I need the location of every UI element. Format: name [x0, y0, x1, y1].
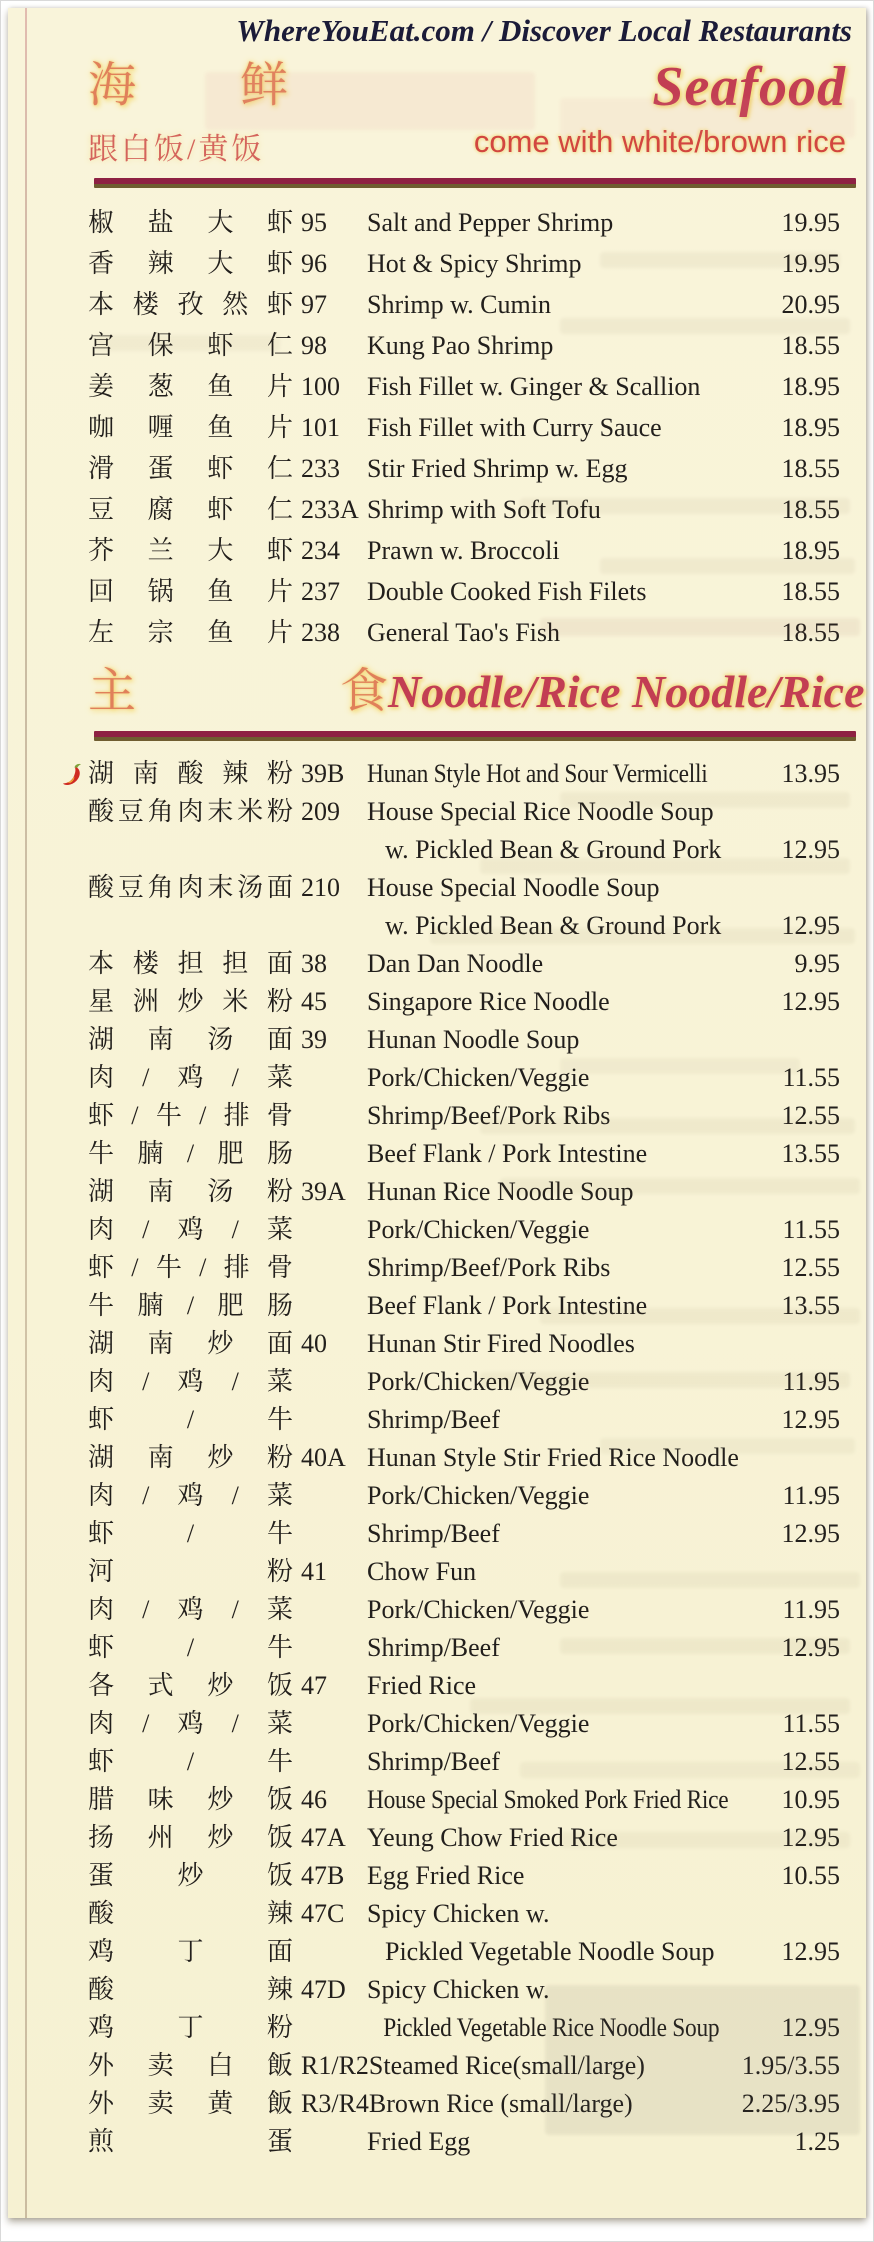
item-price: 13.95	[781, 759, 840, 788]
item-number: 210	[301, 873, 340, 902]
menu-item-row	[88, 793, 840, 831]
item-english-name: Brown Rice (small/large)	[368, 2089, 633, 2118]
item-number: 101	[301, 413, 340, 442]
item-english-name: Fried Rice	[367, 1671, 477, 1700]
item-chinese-name: 酸 豆 角 肉 末 米 粉	[88, 797, 293, 826]
item-chinese-name: 河 粉	[88, 1557, 293, 1586]
item-chinese-name: 芥 兰 大 虾	[88, 536, 293, 565]
item-chinese-name: 外 卖 白 飯	[88, 2051, 293, 2080]
item-number: 39	[301, 1025, 327, 1054]
menu-item-row	[88, 407, 840, 448]
item-price: 11.95	[782, 1481, 840, 1510]
item-chinese-name: 左 宗 鱼 片	[88, 618, 293, 647]
item-number: 47D	[301, 1975, 346, 2004]
item-price: 12.95	[781, 1405, 840, 1434]
item-price: 12.95	[781, 1823, 840, 1852]
item-english-name: Salt and Pepper Shrimp	[367, 208, 614, 237]
item-english-name: Hunan Rice Noodle Soup	[367, 1177, 634, 1206]
item-chinese-name: 酸 豆 角 肉 末 汤 面	[88, 873, 293, 902]
item-english-name: Shrimp/Beef/Pork Ribs	[367, 1101, 611, 1130]
seafood-title-chinese: 海 鲜	[88, 59, 288, 112]
item-number: 39A	[301, 1177, 346, 1206]
item-price: 12.95	[781, 1519, 840, 1548]
item-number: 40	[301, 1329, 327, 1358]
noodle-rice-section-header	[88, 663, 865, 721]
item-english-name: Shrimp with Soft Tofu	[367, 495, 601, 524]
item-english-name: Shrimp/Beef	[367, 1519, 500, 1548]
seafood-subtitle-english: come with white/brown rice	[473, 124, 846, 159]
item-price: 18.95	[781, 413, 840, 442]
menu-item-row	[88, 2047, 840, 2085]
item-english-name: Steamed Rice(small/large)	[368, 2051, 645, 2080]
item-chinese-name: 鸡 丁 粉	[88, 2013, 293, 2042]
item-price: 12.95	[781, 2013, 840, 2042]
item-number: R1/R2	[301, 2051, 369, 2080]
item-price: 13.55	[781, 1291, 840, 1320]
seafood-title-english: Seafood	[652, 56, 846, 118]
menu-item-row	[88, 325, 840, 366]
item-price: 11.55	[782, 1709, 840, 1738]
menu-item-row	[88, 1325, 840, 1363]
item-chinese-name: 酸 辣	[88, 1975, 293, 2004]
item-english-name: Stir Fried Shrimp w. Egg	[367, 454, 628, 483]
item-price: 18.55	[781, 454, 840, 483]
item-english-name: Spicy Chicken w.	[367, 1975, 550, 2004]
menu-item-row	[88, 1135, 840, 1173]
item-number: 41	[301, 1557, 327, 1586]
item-chinese-name: 虾 / 牛	[88, 1405, 293, 1434]
item-number: 238	[301, 618, 340, 647]
item-price: 20.95	[781, 290, 840, 319]
item-english-name: Pork/Chicken/Veggie	[367, 1595, 590, 1624]
item-english-name: Chow Fun	[367, 1557, 477, 1586]
menu-item-row	[88, 612, 840, 653]
noodle-rice-title-english: Noodle/Rice Noodle/Rice	[388, 666, 865, 717]
item-chinese-name: 煎 蛋	[88, 2127, 293, 2156]
menu-item-row	[88, 1173, 840, 1211]
item-english-name: Beef Flank / Pork Intestine	[367, 1291, 648, 1320]
menu-item-row	[88, 366, 840, 407]
item-number: 96	[301, 249, 327, 278]
item-price: 10.55	[781, 1861, 840, 1890]
menu-item-row	[88, 1477, 840, 1515]
item-chinese-name: 湖 南 炒 面	[88, 1329, 293, 1358]
item-english-name: Hunan Noodle Soup	[367, 1025, 580, 1054]
item-english-name: General Tao's Fish	[367, 618, 561, 647]
noodle-rice-item-list	[88, 755, 840, 2161]
item-number: 100	[301, 372, 340, 401]
chili-pepper-icon	[61, 762, 85, 788]
item-english-name: Pickled Vegetable Noodle Soup	[385, 1937, 715, 1966]
item-number: 95	[301, 208, 327, 237]
seafood-subtitle-chinese: 跟白饭/黄饭	[88, 133, 265, 166]
menu-item-row	[88, 1591, 840, 1629]
item-price: 11.55	[782, 1215, 840, 1244]
item-number: 97	[301, 290, 327, 319]
item-chinese-name: 肉 / 鸡 / 菜	[88, 1367, 293, 1396]
item-english-name: Hunan Style Hot and Sour Vermicelli	[367, 759, 708, 788]
menu-item-row	[88, 1515, 840, 1553]
seafood-item-list	[88, 202, 840, 653]
menu-item-row	[88, 2009, 840, 2047]
item-chinese-name: 姜 葱 鱼 片	[88, 372, 293, 401]
menu-item-row	[88, 907, 840, 945]
section-divider-rule	[94, 178, 856, 188]
menu-item-row	[88, 1819, 840, 1857]
item-chinese-name: 湖 南 汤 面	[88, 1025, 293, 1054]
menu-item-row	[88, 571, 840, 612]
item-chinese-name: 扬 州 炒 饭	[88, 1823, 293, 1852]
item-price: 12.55	[781, 1101, 840, 1130]
menu-item-row	[88, 1439, 840, 1477]
menu-item-row	[88, 1705, 840, 1743]
item-english-name: Yeung Chow Fried Rice	[367, 1823, 618, 1852]
item-price: 13.55	[781, 1139, 840, 1168]
item-english-name: Pickled Vegetable Rice Noodle Soup	[383, 2013, 720, 2042]
item-english-name: Kung Pao Shrimp	[367, 331, 554, 360]
item-chinese-name: 牛 腩 / 肥 肠	[88, 1291, 293, 1320]
item-chinese-name: 本 楼 担 担 面	[88, 949, 293, 978]
item-english-name: Fish Fillet with Curry Sauce	[367, 413, 662, 442]
item-number: 234	[301, 536, 340, 565]
menu-item-row	[88, 1629, 840, 1667]
item-english-name: Dan Dan Noodle	[367, 949, 544, 978]
menu-item-row	[88, 1553, 840, 1591]
item-number: 209	[301, 797, 340, 826]
item-chinese-name: 本 楼 孜 然 虾	[88, 290, 293, 319]
menu-item-row	[88, 1059, 840, 1097]
item-chinese-name: 豆 腐 虾 仁	[88, 495, 293, 524]
item-english-name: Pork/Chicken/Veggie	[367, 1367, 590, 1396]
item-number: 98	[301, 331, 327, 360]
item-price: 12.55	[781, 1747, 840, 1776]
item-english-name: Pork/Chicken/Veggie	[367, 1709, 590, 1738]
item-chinese-name: 腊 味 炒 饭	[88, 1785, 293, 1814]
item-chinese-name: 牛 腩 / 肥 肠	[88, 1139, 293, 1168]
menu-item-row	[88, 489, 840, 530]
menu-item-row	[88, 1781, 840, 1819]
item-english-name: Pork/Chicken/Veggie	[367, 1063, 590, 1092]
item-price: 12.95	[781, 987, 840, 1016]
item-chinese-name: 蛋 炒 饭	[88, 1861, 293, 1890]
item-english-name: Double Cooked Fish Filets	[367, 577, 647, 606]
menu-item-row	[88, 1895, 840, 1933]
item-price: 10.95	[781, 1785, 840, 1814]
item-chinese-name: 虾 / 牛 / 排 骨	[88, 1101, 293, 1130]
item-price: 19.95	[781, 208, 840, 237]
item-english-name: Fish Fillet w. Ginger & Scallion	[367, 372, 701, 401]
item-english-name: w. Pickled Bean & Ground Pork	[385, 911, 722, 940]
item-chinese-name: 鸡 丁 面	[88, 1937, 293, 1966]
item-chinese-name: 回 锅 鱼 片	[88, 577, 293, 606]
item-price: 12.55	[781, 1253, 840, 1282]
item-chinese-name: 外 卖 黄 飯	[88, 2089, 293, 2118]
item-english-name: Hunan Style Stir Fried Rice Noodle	[367, 1443, 739, 1472]
item-price: 11.55	[782, 1063, 840, 1092]
item-number: 233A	[301, 495, 359, 524]
item-chinese-name: 肉 / 鸡 / 菜	[88, 1481, 293, 1510]
item-number: 46	[301, 1785, 327, 1814]
menu-item-row	[88, 755, 840, 793]
item-price: 11.95	[782, 1367, 840, 1396]
menu-item-row	[88, 1667, 840, 1705]
menu-item-row	[88, 869, 840, 907]
item-price: 19.95	[781, 249, 840, 278]
site-tagline: WhereYouEat.com / Discover Local Restaurants	[236, 13, 852, 48]
item-english-name: Pork/Chicken/Veggie	[367, 1481, 590, 1510]
menu-item-row	[88, 1249, 840, 1287]
item-english-name: Beef Flank / Pork Intestine	[367, 1139, 648, 1168]
menu-item-row	[88, 945, 840, 983]
item-price: 12.95	[781, 1937, 840, 1966]
item-english-name: Hunan Stir Fired Noodles	[367, 1329, 635, 1358]
menu-paper	[8, 8, 866, 2218]
item-number: R3/R4	[301, 2089, 369, 2118]
item-chinese-name: 虾 / 牛	[88, 1633, 293, 1662]
item-english-name: w. Pickled Bean & Ground Pork	[385, 835, 722, 864]
noodle-rice-title-chinese: 主 食	[88, 665, 388, 718]
item-chinese-name: 虾 / 牛 / 排 骨	[88, 1253, 293, 1282]
menu-item-row	[88, 1401, 840, 1439]
item-chinese-name: 肉 / 鸡 / 菜	[88, 1215, 293, 1244]
item-english-name: Shrimp/Beef	[367, 1405, 500, 1434]
item-english-name: Shrimp/Beef	[367, 1633, 500, 1662]
item-number: 40A	[301, 1443, 346, 1472]
item-number: 38	[301, 949, 327, 978]
item-chinese-name: 肉 / 鸡 / 菜	[88, 1595, 293, 1624]
menu-item-row	[88, 1287, 840, 1325]
item-chinese-name: 湖 南 酸 辣 粉	[88, 755, 293, 793]
item-price: 2.25/3.95	[741, 2089, 840, 2118]
item-english-name: House Special Rice Noodle Soup	[367, 797, 714, 826]
menu-item-row	[88, 1971, 840, 2009]
item-chinese-name: 肉 / 鸡 / 菜	[88, 1709, 293, 1738]
menu-item-row	[88, 530, 840, 571]
item-price: 18.55	[781, 618, 840, 647]
item-number: 47B	[301, 1861, 345, 1890]
item-english-name: Egg Fried Rice	[367, 1861, 525, 1890]
item-chinese-name: 椒 盐 大 虾	[88, 208, 293, 237]
item-price: 12.95	[781, 835, 840, 864]
item-price: 1.25	[794, 2127, 840, 2156]
item-number: 39B	[301, 759, 345, 788]
item-number: 237	[301, 577, 340, 606]
item-chinese-name: 香 辣 大 虾	[88, 249, 293, 278]
item-english-name: Shrimp/Beef/Pork Ribs	[367, 1253, 611, 1282]
item-number: 45	[301, 987, 327, 1016]
menu-item-row	[88, 983, 840, 1021]
item-english-name: Prawn w. Broccoli	[367, 536, 560, 565]
item-chinese-name: 咖 喱 鱼 片	[88, 413, 293, 442]
item-chinese-name: 星 洲 炒 米 粉	[88, 987, 293, 1016]
menu-item-row	[88, 1363, 840, 1401]
menu-item-row	[88, 284, 840, 325]
menu-item-row	[88, 1933, 840, 1971]
seafood-section-header	[88, 56, 846, 168]
item-price: 18.95	[781, 372, 840, 401]
item-english-name: House Special Smoked Pork Fried Rice	[367, 1785, 729, 1814]
item-english-name: Singapore Rice Noodle	[367, 987, 610, 1016]
item-chinese-name: 各 式 炒 饭	[88, 1671, 293, 1700]
menu-item-row	[88, 831, 840, 869]
menu-item-row	[88, 1211, 840, 1249]
item-english-name: Shrimp w. Cumin	[367, 290, 551, 319]
menu-item-row	[88, 243, 840, 284]
item-chinese-name: 虾 / 牛	[88, 1747, 293, 1776]
item-price: 11.95	[782, 1595, 840, 1624]
item-price: 18.95	[781, 536, 840, 565]
item-price: 1.95/3.55	[741, 2051, 840, 2080]
item-english-name: Spicy Chicken w.	[367, 1899, 550, 1928]
item-price: 12.95	[781, 911, 840, 940]
menu-item-row	[88, 1021, 840, 1059]
item-english-name: House Special Noodle Soup	[367, 873, 660, 902]
item-number: 47C	[301, 1899, 345, 1928]
item-price: 18.55	[781, 577, 840, 606]
item-english-name: Hot & Spicy Shrimp	[367, 249, 582, 278]
item-chinese-name: 虾 / 牛	[88, 1519, 293, 1548]
item-price: 9.95	[794, 949, 840, 978]
menu-item-row	[88, 1743, 840, 1781]
item-number: 47	[301, 1671, 327, 1700]
item-number: 233	[301, 454, 340, 483]
menu-item-row	[88, 2123, 840, 2161]
item-english-name: Pork/Chicken/Veggie	[367, 1215, 590, 1244]
item-chinese-name: 酸 辣	[88, 1899, 293, 1928]
item-number: 47A	[301, 1823, 346, 1852]
item-chinese-name: 肉 / 鸡 / 菜	[88, 1063, 293, 1092]
item-chinese-name: 湖 南 汤 粉	[88, 1177, 293, 1206]
item-price: 18.55	[781, 331, 840, 360]
scan-crease-artifact	[25, 8, 27, 2218]
chili-pepper-icon	[61, 762, 85, 788]
item-english-name: Shrimp/Beef	[367, 1747, 500, 1776]
menu-item-row	[88, 1857, 840, 1895]
item-price: 18.55	[781, 495, 840, 524]
menu-item-row	[88, 1097, 840, 1135]
item-english-name: Fried Egg	[367, 2127, 471, 2156]
item-chinese-name: 湖 南 炒 粉	[88, 1443, 293, 1472]
section-divider-rule	[94, 731, 856, 741]
menu-item-row	[88, 2085, 840, 2123]
item-chinese-name: 滑 蛋 虾 仁	[88, 454, 293, 483]
item-price: 12.95	[781, 1633, 840, 1662]
menu-item-row	[88, 448, 840, 489]
item-chinese-name: 宫 保 虾 仁	[88, 331, 293, 360]
menu-item-row	[88, 202, 840, 243]
